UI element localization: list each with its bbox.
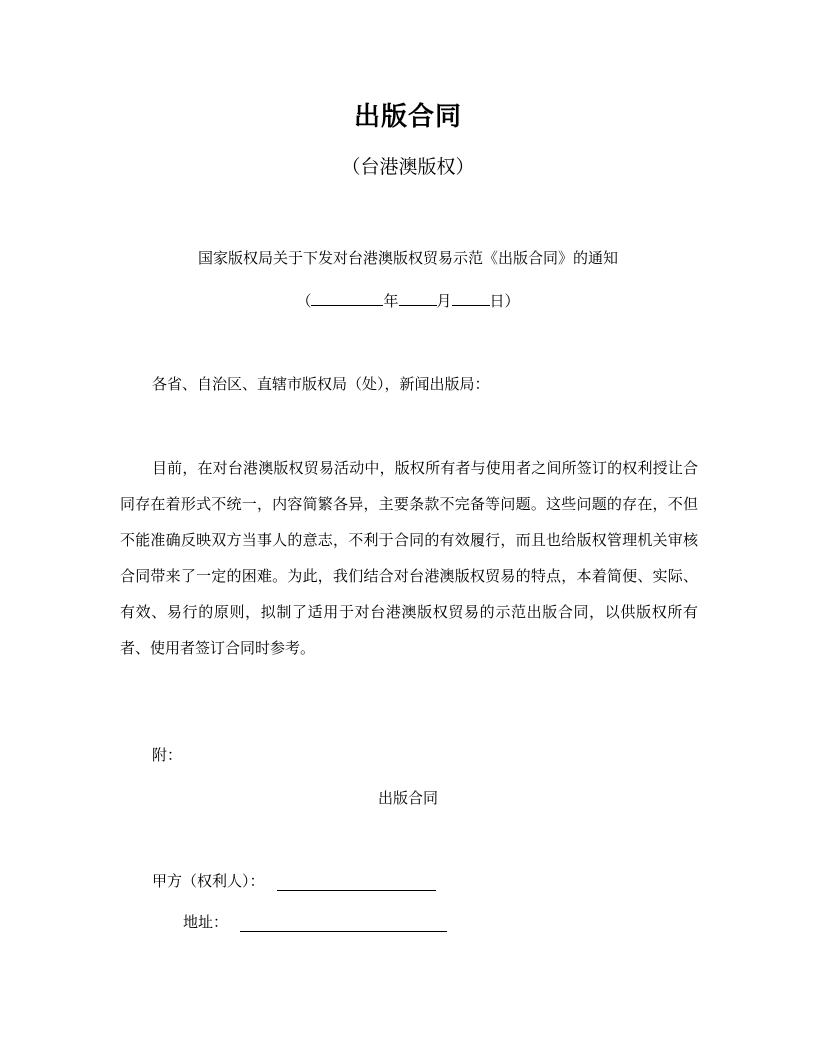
- attachment-title: 出版合同: [377, 789, 438, 807]
- date-open-paren: （: [296, 292, 312, 310]
- party-a-label: 甲方（权利人）：: [152, 872, 265, 890]
- document-subtitle: （台港澳版权）: [341, 156, 475, 178]
- address-label: 地址：: [183, 913, 229, 931]
- date-line: [0, 289, 816, 311]
- attachment-label: 附：: [152, 746, 183, 764]
- notice-title: 国家版权局关于下发对台港澳版权贸易示范《出版合同》的通知: [197, 249, 618, 267]
- body-paragraph: 目前，在对台港澳版权贸易活动中，版权所有者与使用者之间所签订的权利授让合同存在着形式不统一，内容简繁各异，主要条款不完备等问题。这些问题的存在，不但不能准确反映双方当事人的意志，不利于合同的有效履行，而且也给版权管理机关审核合同带来了一定的困难。为此，我们结合对台港澳版权贸易的特点，本着简便、实际、有效、易行的原则，拟制了适用于对台港澳版权贸易的示范出版合同，以供版权所有者、使用者签订合同时参考。: [120, 459, 698, 657]
- year-label: 年: [383, 292, 399, 310]
- salutation: 各省、自治区、直辖市版权局（处），新闻出版局：: [152, 375, 490, 393]
- party-a-row: [152, 870, 436, 891]
- month-blank: [399, 289, 437, 306]
- address-blank: [240, 915, 447, 932]
- document-title: 出版合同: [353, 102, 462, 132]
- year-blank: [311, 289, 383, 306]
- month-label: 月: [436, 292, 452, 310]
- day-label: 日）: [489, 292, 520, 310]
- day-blank: [452, 289, 490, 306]
- address-row: [183, 911, 447, 932]
- party-a-blank: [277, 874, 436, 891]
